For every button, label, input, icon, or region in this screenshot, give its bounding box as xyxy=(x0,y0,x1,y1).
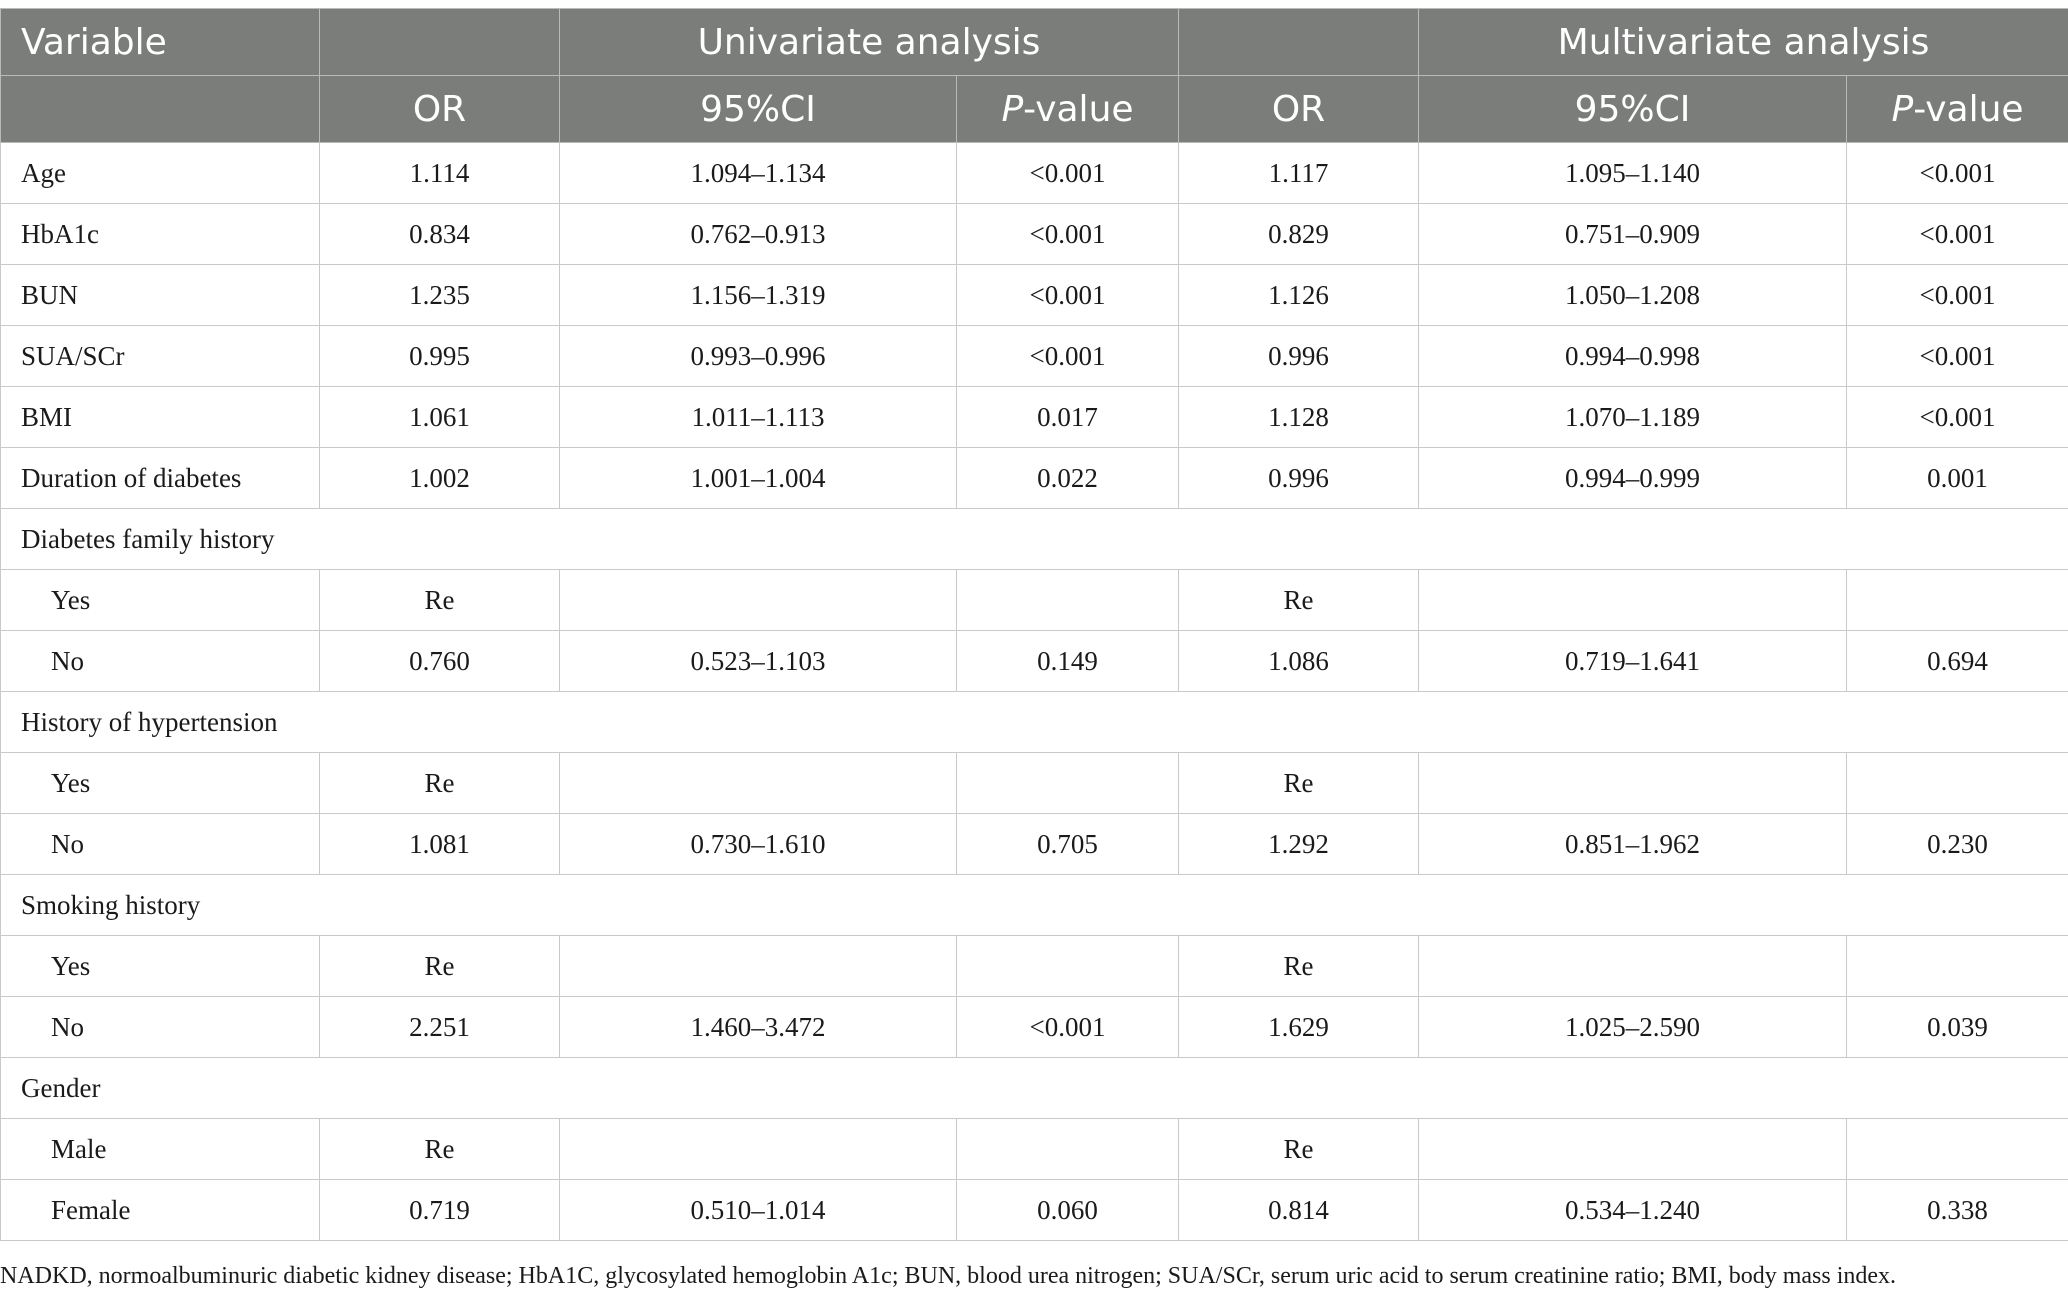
cell-m-ci xyxy=(1419,753,1847,814)
group-row xyxy=(1,1058,2068,1119)
header-multivariate-p xyxy=(1847,76,2068,143)
cell-u-ci xyxy=(560,1119,957,1180)
cell-m-or: 1.128 xyxy=(1179,387,1419,448)
cell-m-p: 0.694 xyxy=(1847,631,2068,692)
cell-u-p: <0.001 xyxy=(957,143,1179,204)
cell-m-p xyxy=(1847,1119,2068,1180)
p-italic: P xyxy=(1001,88,1024,130)
header-univariate-or: OR xyxy=(320,76,560,143)
cell-u-or: 1.114 xyxy=(320,143,560,204)
row-label: Yes xyxy=(1,753,320,814)
cell-m-or: 1.086 xyxy=(1179,631,1419,692)
cell-m-ci: 0.994–0.998 xyxy=(1419,326,1847,387)
cell-m-or: 1.629 xyxy=(1179,997,1419,1058)
cell-m-or: 0.996 xyxy=(1179,326,1419,387)
row-label: Male xyxy=(1,1119,320,1180)
cell-m-or: 0.829 xyxy=(1179,204,1419,265)
cell-u-p xyxy=(957,1119,1179,1180)
cell-m-p: <0.001 xyxy=(1847,265,2068,326)
header-row-2 xyxy=(1,76,2068,143)
group-label: History of hypertension xyxy=(1,692,2068,753)
cell-m-ci: 0.851–1.962 xyxy=(1419,814,1847,875)
row-label: Age xyxy=(1,143,320,204)
header-multivariate-ci: 95%CI xyxy=(1419,76,1847,143)
cell-u-ci: 1.001–1.004 xyxy=(560,448,957,509)
row-label: Female xyxy=(1,1180,320,1241)
cell-u-or: 0.834 xyxy=(320,204,560,265)
group-label: Smoking history xyxy=(1,875,2068,936)
row-label: Yes xyxy=(1,936,320,997)
footnote: NADKD, normoalbuminuric diabetic kidney disease; HbA1C, glycosylated hemoglobin A1c; BUN, blood urea nitrogen; SUA/SCr, serum uric acid to serum creatinine ratio; BMI, body mass index. xyxy=(0,1263,1897,1289)
row-label: HbA1c xyxy=(1,204,320,265)
cell-m-ci: 0.719–1.641 xyxy=(1419,631,1847,692)
cell-m-ci: 1.050–1.208 xyxy=(1419,265,1847,326)
cell-u-p xyxy=(957,570,1179,631)
group-row xyxy=(1,692,2068,753)
cell-u-p: 0.705 xyxy=(957,814,1179,875)
cell-m-or: 1.117 xyxy=(1179,143,1419,204)
group-row xyxy=(1,509,2068,570)
cell-u-or: Re xyxy=(320,570,560,631)
cell-u-or: Re xyxy=(320,1119,560,1180)
cell-u-ci: 0.762–0.913 xyxy=(560,204,957,265)
cell-m-or: Re xyxy=(1179,570,1419,631)
table-row xyxy=(1,326,2068,387)
cell-u-or: 1.061 xyxy=(320,387,560,448)
cell-m-p: 0.001 xyxy=(1847,448,2068,509)
table-row xyxy=(1,387,2068,448)
cell-u-ci: 0.523–1.103 xyxy=(560,631,957,692)
header-blank-3 xyxy=(1,76,320,143)
header-variable: Variable xyxy=(1,9,320,76)
header-multivariate: Multivariate analysis xyxy=(1419,9,2068,76)
cell-u-ci xyxy=(560,936,957,997)
table-row xyxy=(1,204,2068,265)
cell-m-or: Re xyxy=(1179,1119,1419,1180)
cell-m-p: <0.001 xyxy=(1847,204,2068,265)
cell-u-or: 2.251 xyxy=(320,997,560,1058)
cell-u-ci: 0.730–1.610 xyxy=(560,814,957,875)
cell-m-ci xyxy=(1419,1119,1847,1180)
cell-u-or: Re xyxy=(320,936,560,997)
cell-m-or: 0.814 xyxy=(1179,1180,1419,1241)
cell-m-or: Re xyxy=(1179,936,1419,997)
row-label: BUN xyxy=(1,265,320,326)
table-body xyxy=(1,143,2068,1241)
row-label: No xyxy=(1,997,320,1058)
table-row xyxy=(1,814,2068,875)
cell-u-or: 1.081 xyxy=(320,814,560,875)
cell-u-p: <0.001 xyxy=(957,997,1179,1058)
regression-table xyxy=(0,8,2068,1241)
table-row xyxy=(1,570,2068,631)
table-row xyxy=(1,448,2068,509)
cell-u-p: <0.001 xyxy=(957,265,1179,326)
p-suffix: -value xyxy=(1023,88,1134,130)
header-univariate-ci: 95%CI xyxy=(560,76,957,143)
table-row xyxy=(1,997,2068,1058)
cell-m-p: <0.001 xyxy=(1847,387,2068,448)
group-row xyxy=(1,875,2068,936)
cell-u-ci: 1.156–1.319 xyxy=(560,265,957,326)
cell-u-or: 0.995 xyxy=(320,326,560,387)
cell-m-p: 0.039 xyxy=(1847,997,2068,1058)
row-label: Duration of diabetes xyxy=(1,448,320,509)
cell-m-p: 0.230 xyxy=(1847,814,2068,875)
cell-u-ci: 0.510–1.014 xyxy=(560,1180,957,1241)
cell-m-ci: 1.025–2.590 xyxy=(1419,997,1847,1058)
cell-u-p: 0.060 xyxy=(957,1180,1179,1241)
cell-m-ci xyxy=(1419,570,1847,631)
cell-u-ci xyxy=(560,753,957,814)
cell-m-p: <0.001 xyxy=(1847,143,2068,204)
row-label: No xyxy=(1,631,320,692)
cell-m-ci: 0.994–0.999 xyxy=(1419,448,1847,509)
header-univariate: Univariate analysis xyxy=(560,9,1179,76)
cell-u-p xyxy=(957,936,1179,997)
cell-u-or: 1.235 xyxy=(320,265,560,326)
cell-m-or: 0.996 xyxy=(1179,448,1419,509)
cell-u-p: 0.022 xyxy=(957,448,1179,509)
table-row xyxy=(1,936,2068,997)
table-row xyxy=(1,1119,2068,1180)
header-row-1 xyxy=(1,9,2068,76)
cell-u-ci xyxy=(560,570,957,631)
header-blank xyxy=(320,9,560,76)
cell-m-p xyxy=(1847,936,2068,997)
cell-m-ci: 0.534–1.240 xyxy=(1419,1180,1847,1241)
header-univariate-p xyxy=(957,76,1179,143)
cell-u-or: 0.719 xyxy=(320,1180,560,1241)
table-row xyxy=(1,1180,2068,1241)
cell-m-ci: 0.751–0.909 xyxy=(1419,204,1847,265)
cell-m-or: 1.126 xyxy=(1179,265,1419,326)
cell-u-or: 1.002 xyxy=(320,448,560,509)
cell-m-ci xyxy=(1419,936,1847,997)
cell-u-ci: 0.993–0.996 xyxy=(560,326,957,387)
table-row xyxy=(1,631,2068,692)
cell-m-ci: 1.095–1.140 xyxy=(1419,143,1847,204)
cell-u-p: <0.001 xyxy=(957,326,1179,387)
cell-u-or: 0.760 xyxy=(320,631,560,692)
header-blank-2 xyxy=(1179,9,1419,76)
row-label: BMI xyxy=(1,387,320,448)
cell-u-ci: 1.094–1.134 xyxy=(560,143,957,204)
table-row xyxy=(1,265,2068,326)
header-multivariate-or: OR xyxy=(1179,76,1419,143)
cell-u-or: Re xyxy=(320,753,560,814)
table-row xyxy=(1,753,2068,814)
cell-m-p xyxy=(1847,753,2068,814)
p-italic: P xyxy=(1891,88,1914,130)
row-label: SUA/SCr xyxy=(1,326,320,387)
cell-u-p xyxy=(957,753,1179,814)
cell-m-or: Re xyxy=(1179,753,1419,814)
cell-u-ci: 1.460–3.472 xyxy=(560,997,957,1058)
cell-u-p: 0.149 xyxy=(957,631,1179,692)
cell-m-p: 0.338 xyxy=(1847,1180,2068,1241)
cell-m-p xyxy=(1847,570,2068,631)
cell-m-or: 1.292 xyxy=(1179,814,1419,875)
group-label: Diabetes family history xyxy=(1,509,2068,570)
p-suffix: -value xyxy=(1913,88,2024,130)
cell-m-ci: 1.070–1.189 xyxy=(1419,387,1847,448)
group-label: Gender xyxy=(1,1058,2068,1119)
cell-u-p: <0.001 xyxy=(957,204,1179,265)
row-label: Yes xyxy=(1,570,320,631)
table-row xyxy=(1,143,2068,204)
table-container xyxy=(0,8,2068,1241)
cell-m-p: <0.001 xyxy=(1847,326,2068,387)
cell-u-p: 0.017 xyxy=(957,387,1179,448)
row-label: No xyxy=(1,814,320,875)
cell-u-ci: 1.011–1.113 xyxy=(560,387,957,448)
